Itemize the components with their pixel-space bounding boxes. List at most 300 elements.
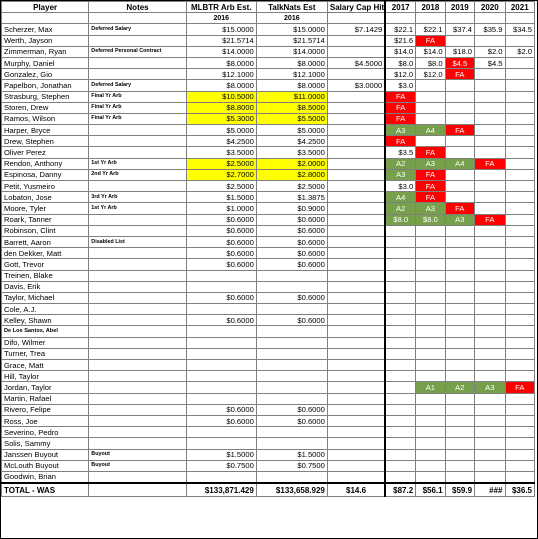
year-2017-cell[interactable]: $21.6 <box>385 35 415 46</box>
notes-cell[interactable] <box>89 360 186 371</box>
talknats-cell[interactable]: $0.9000 <box>256 203 327 214</box>
year-2020-cell[interactable] <box>475 315 505 326</box>
mlbtr-cell[interactable]: $0.6000 <box>186 225 256 236</box>
total-talknats[interactable]: $133,658.929 <box>256 483 327 497</box>
talknats-cell[interactable] <box>256 382 327 393</box>
year-2017-cell[interactable] <box>385 315 415 326</box>
year-2021-cell[interactable] <box>505 404 535 415</box>
year-2021-cell[interactable] <box>505 304 535 315</box>
talknats-cell[interactable]: $4.2500 <box>256 136 327 147</box>
year-2018-cell[interactable]: $14.0 <box>416 46 445 57</box>
player-name-cell[interactable]: Robinson, Clint <box>2 225 89 236</box>
year-2021-cell[interactable] <box>505 236 535 247</box>
mlbtr-cell[interactable] <box>186 304 256 315</box>
year-2020-cell[interactable]: $4.5 <box>475 57 505 68</box>
year-2021-cell[interactable] <box>505 136 535 147</box>
year-2019-cell[interactable] <box>445 471 474 483</box>
salary-cap-cell[interactable] <box>327 136 385 147</box>
notes-cell[interactable] <box>89 147 186 158</box>
mlbtr-cell[interactable]: $3.5000 <box>186 147 256 158</box>
year-2017-cell[interactable]: $14.0 <box>385 46 415 57</box>
salary-cap-cell[interactable] <box>327 281 385 292</box>
year-2021-cell[interactable]: $34.5 <box>505 24 535 35</box>
notes-cell[interactable]: Final Yr Arb <box>89 91 186 102</box>
talknats-cell[interactable]: $8.0000 <box>256 80 327 91</box>
year-2019-cell[interactable]: $37.4 <box>445 24 474 35</box>
year-2017-cell[interactable]: $3.0 <box>385 80 415 91</box>
mlbtr-cell[interactable]: $0.6000 <box>186 236 256 247</box>
year-2018-cell[interactable] <box>416 460 445 471</box>
total-2021[interactable]: $36.5 <box>505 483 535 497</box>
year-2020-cell[interactable] <box>475 236 505 247</box>
player-name-cell[interactable]: McLouth Buyout <box>2 460 89 471</box>
year-2017-cell[interactable] <box>385 415 415 426</box>
year-2020-cell[interactable] <box>475 69 505 80</box>
player-name-cell[interactable]: Werth, Jayson <box>2 35 89 46</box>
year-2021-cell[interactable] <box>505 292 535 303</box>
talknats-cell[interactable]: $5.5000 <box>256 113 327 124</box>
salary-cap-cell[interactable] <box>327 35 385 46</box>
year-2018-cell[interactable] <box>416 225 445 236</box>
year-2021-cell[interactable] <box>505 337 535 348</box>
year-2020-cell[interactable] <box>475 147 505 158</box>
player-name-cell[interactable]: Turner, Trea <box>2 348 89 359</box>
total-notes[interactable] <box>89 483 186 497</box>
year-2017-cell[interactable]: $22.1 <box>385 24 415 35</box>
mlbtr-cell[interactable]: $1.5000 <box>186 192 256 203</box>
year-2018-cell[interactable] <box>416 371 445 382</box>
salary-cap-cell[interactable] <box>327 102 385 113</box>
year-2019-cell[interactable]: FA <box>445 69 474 80</box>
talknats-cell[interactable]: $3.5000 <box>256 147 327 158</box>
year-2019-cell[interactable] <box>445 35 474 46</box>
year-2018-cell[interactable] <box>416 348 445 359</box>
notes-cell[interactable] <box>89 315 186 326</box>
year-2021-cell[interactable] <box>505 169 535 180</box>
header-2017[interactable]: 2017 <box>385 2 415 13</box>
year-2017-cell[interactable] <box>385 292 415 303</box>
year-2019-cell[interactable] <box>445 292 474 303</box>
player-name-cell[interactable]: Strasburg, Stephen <box>2 91 89 102</box>
salary-cap-cell[interactable] <box>327 337 385 348</box>
year-2020-cell[interactable] <box>475 304 505 315</box>
year-2017-cell[interactable] <box>385 281 415 292</box>
year-2018-cell[interactable]: FA <box>416 169 445 180</box>
total-2020[interactable]: ### <box>475 483 505 497</box>
salary-cap-cell[interactable] <box>327 326 385 337</box>
year-2017-cell[interactable] <box>385 382 415 393</box>
year-2019-cell[interactable] <box>445 360 474 371</box>
player-name-cell[interactable]: Martin, Rafael <box>2 393 89 404</box>
year-2019-cell[interactable]: $4.5 <box>445 57 474 68</box>
year-2019-cell[interactable] <box>445 404 474 415</box>
player-name-cell[interactable]: De Los Santos, Abel <box>2 326 89 337</box>
salary-cap-cell[interactable] <box>327 460 385 471</box>
header-2021[interactable]: 2021 <box>505 2 535 13</box>
notes-cell[interactable] <box>89 393 186 404</box>
year-2019-cell[interactable] <box>445 438 474 449</box>
year-2019-cell[interactable] <box>445 248 474 259</box>
salary-cap-cell[interactable] <box>327 438 385 449</box>
year-2020-cell[interactable] <box>475 225 505 236</box>
year-2019-cell[interactable] <box>445 337 474 348</box>
year-2017-cell[interactable]: A3 <box>385 169 415 180</box>
year-2018-cell[interactable]: A1 <box>416 382 445 393</box>
player-name-cell[interactable]: Grace, Matt <box>2 360 89 371</box>
year-2019-cell[interactable] <box>445 181 474 192</box>
year-2018-cell[interactable] <box>416 113 445 124</box>
year-2020-cell[interactable] <box>475 281 505 292</box>
talknats-cell[interactable]: $21.5714 <box>256 35 327 46</box>
notes-cell[interactable] <box>89 136 186 147</box>
year-2021-cell[interactable] <box>505 270 535 281</box>
player-name-cell[interactable]: Taylor, Michael <box>2 292 89 303</box>
mlbtr-cell[interactable]: $0.6000 <box>186 214 256 225</box>
player-name-cell[interactable]: Harper, Bryce <box>2 125 89 136</box>
player-name-cell[interactable]: Scherzer, Max <box>2 24 89 35</box>
talknats-cell[interactable]: $2.5000 <box>256 181 327 192</box>
header-salary-cap[interactable]: Salary Cap Hit <box>327 2 385 13</box>
year-2019-cell[interactable] <box>445 192 474 203</box>
year-2019-cell[interactable] <box>445 460 474 471</box>
notes-cell[interactable] <box>89 427 186 438</box>
subheader-empty-7[interactable] <box>475 13 505 24</box>
year-2020-cell[interactable] <box>475 192 505 203</box>
talknats-cell[interactable]: $14.0000 <box>256 46 327 57</box>
player-name-cell[interactable]: Davis, Erik <box>2 281 89 292</box>
notes-cell[interactable]: 2nd Yr Arb <box>89 169 186 180</box>
talknats-cell[interactable]: $2.8000 <box>256 169 327 180</box>
year-2020-cell[interactable] <box>475 348 505 359</box>
salary-cap-cell[interactable] <box>327 91 385 102</box>
year-2018-cell[interactable]: FA <box>416 147 445 158</box>
salary-cap-cell[interactable] <box>327 248 385 259</box>
mlbtr-cell[interactable] <box>186 438 256 449</box>
player-name-cell[interactable]: Jordan, Taylor <box>2 382 89 393</box>
notes-cell[interactable] <box>89 304 186 315</box>
player-name-cell[interactable]: Severino, Pedro <box>2 427 89 438</box>
talknats-cell[interactable]: $5.0000 <box>256 125 327 136</box>
year-2018-cell[interactable] <box>416 315 445 326</box>
year-2017-cell[interactable]: A2 <box>385 158 415 169</box>
year-2018-cell[interactable] <box>416 337 445 348</box>
year-2021-cell[interactable] <box>505 259 535 270</box>
talknats-cell[interactable]: $0.6000 <box>256 248 327 259</box>
header-2019[interactable]: 2019 <box>445 2 474 13</box>
notes-cell[interactable]: Buyout <box>89 460 186 471</box>
year-2018-cell[interactable] <box>416 471 445 483</box>
notes-cell[interactable] <box>89 371 186 382</box>
notes-cell[interactable] <box>89 248 186 259</box>
year-2018-cell[interactable] <box>416 281 445 292</box>
salary-cap-cell[interactable] <box>327 371 385 382</box>
talknats-cell[interactable]: $0.6000 <box>256 404 327 415</box>
year-2020-cell[interactable] <box>475 326 505 337</box>
year-2019-cell[interactable] <box>445 259 474 270</box>
year-2019-cell[interactable] <box>445 113 474 124</box>
salary-cap-cell[interactable]: $7.1429 <box>327 24 385 35</box>
header-talknats[interactable]: TalkNats Est <box>256 2 327 13</box>
talknats-cell[interactable] <box>256 471 327 483</box>
year-2019-cell[interactable]: A4 <box>445 158 474 169</box>
subheader-empty-1[interactable] <box>2 13 89 24</box>
header-2018[interactable]: 2018 <box>416 2 445 13</box>
player-name-cell[interactable]: Drew, Stephen <box>2 136 89 147</box>
year-2020-cell[interactable] <box>475 404 505 415</box>
salary-cap-cell[interactable] <box>327 169 385 180</box>
salary-cap-cell[interactable] <box>327 125 385 136</box>
player-name-cell[interactable]: Lobaton, Jose <box>2 192 89 203</box>
year-2018-cell[interactable] <box>416 236 445 247</box>
year-2021-cell[interactable] <box>505 147 535 158</box>
notes-cell[interactable]: 1st Yr Arb <box>89 203 186 214</box>
notes-cell[interactable]: Final Yr Arb <box>89 113 186 124</box>
notes-cell[interactable]: Deferred Salary <box>89 24 186 35</box>
year-2017-cell[interactable] <box>385 393 415 404</box>
talknats-cell[interactable] <box>256 348 327 359</box>
year-2020-cell[interactable] <box>475 360 505 371</box>
year-2017-cell[interactable]: FA <box>385 91 415 102</box>
player-name-cell[interactable]: Gott, Trevor <box>2 259 89 270</box>
salary-cap-cell[interactable] <box>327 360 385 371</box>
year-2021-cell[interactable] <box>505 91 535 102</box>
year-2021-cell[interactable]: FA <box>505 382 535 393</box>
year-2019-cell[interactable] <box>445 326 474 337</box>
talknats-cell[interactable] <box>256 281 327 292</box>
notes-cell[interactable]: Final Yr Arb <box>89 102 186 113</box>
salary-cap-cell[interactable] <box>327 404 385 415</box>
year-2021-cell[interactable] <box>505 102 535 113</box>
total-cap[interactable]: $14.6 <box>327 483 385 497</box>
year-2018-cell[interactable] <box>416 248 445 259</box>
talknats-cell[interactable] <box>256 270 327 281</box>
salary-cap-cell[interactable] <box>327 113 385 124</box>
salary-cap-cell[interactable] <box>327 415 385 426</box>
year-2021-cell[interactable] <box>505 438 535 449</box>
player-name-cell[interactable]: Difo, Wilmer <box>2 337 89 348</box>
year-2021-cell[interactable] <box>505 449 535 460</box>
year-2019-cell[interactable]: FA <box>445 203 474 214</box>
notes-cell[interactable] <box>89 259 186 270</box>
year-2017-cell[interactable]: A4 <box>385 192 415 203</box>
year-2018-cell[interactable]: A3 <box>416 203 445 214</box>
year-2018-cell[interactable] <box>416 326 445 337</box>
year-2021-cell[interactable] <box>505 57 535 68</box>
player-name-cell[interactable]: Barrett, Aaron <box>2 236 89 247</box>
year-2021-cell[interactable] <box>505 113 535 124</box>
year-2021-cell[interactable] <box>505 371 535 382</box>
year-2018-cell[interactable]: FA <box>416 181 445 192</box>
year-2020-cell[interactable] <box>475 102 505 113</box>
year-2021-cell[interactable] <box>505 393 535 404</box>
year-2018-cell[interactable] <box>416 91 445 102</box>
player-name-cell[interactable]: Treinen, Blake <box>2 270 89 281</box>
year-2021-cell[interactable] <box>505 348 535 359</box>
mlbtr-cell[interactable]: $0.6000 <box>186 404 256 415</box>
notes-cell[interactable] <box>89 225 186 236</box>
year-2020-cell[interactable]: A3 <box>475 382 505 393</box>
year-2020-cell[interactable]: $2.0 <box>475 46 505 57</box>
year-2019-cell[interactable] <box>445 315 474 326</box>
year-2019-cell[interactable]: FA <box>445 125 474 136</box>
year-2018-cell[interactable]: FA <box>416 192 445 203</box>
talknats-cell[interactable]: $0.6000 <box>256 214 327 225</box>
talknats-cell[interactable] <box>256 304 327 315</box>
year-2019-cell[interactable] <box>445 169 474 180</box>
year-2019-cell[interactable] <box>445 304 474 315</box>
year-2020-cell[interactable] <box>475 438 505 449</box>
year-2018-cell[interactable] <box>416 393 445 404</box>
player-name-cell[interactable]: Rendon, Anthony <box>2 158 89 169</box>
notes-cell[interactable] <box>89 69 186 80</box>
player-name-cell[interactable]: Kelley, Shawn <box>2 315 89 326</box>
year-2020-cell[interactable] <box>475 393 505 404</box>
notes-cell[interactable]: 1st Yr Arb <box>89 158 186 169</box>
year-2018-cell[interactable] <box>416 360 445 371</box>
talknats-cell[interactable]: $2.0000 <box>256 158 327 169</box>
year-2019-cell[interactable] <box>445 136 474 147</box>
year-2020-cell[interactable] <box>475 169 505 180</box>
year-2017-cell[interactable] <box>385 449 415 460</box>
mlbtr-cell[interactable]: $10.5000 <box>186 91 256 102</box>
talknats-cell[interactable]: $12.1000 <box>256 69 327 80</box>
mlbtr-cell[interactable]: $0.6000 <box>186 248 256 259</box>
year-2019-cell[interactable] <box>445 281 474 292</box>
year-2021-cell[interactable] <box>505 281 535 292</box>
salary-cap-cell[interactable] <box>327 382 385 393</box>
notes-cell[interactable] <box>89 326 186 337</box>
talknats-cell[interactable]: $0.6000 <box>256 236 327 247</box>
salary-cap-cell[interactable] <box>327 46 385 57</box>
talknats-cell[interactable]: $1.5000 <box>256 449 327 460</box>
year-2021-cell[interactable] <box>505 158 535 169</box>
player-name-cell[interactable]: Moore, Tyler <box>2 203 89 214</box>
mlbtr-cell[interactable] <box>186 270 256 281</box>
year-2018-cell[interactable] <box>416 415 445 426</box>
year-2020-cell[interactable] <box>475 427 505 438</box>
year-2021-cell[interactable] <box>505 248 535 259</box>
year-2018-cell[interactable] <box>416 292 445 303</box>
notes-cell[interactable] <box>89 281 186 292</box>
notes-cell[interactable] <box>89 292 186 303</box>
subheader-2016-b[interactable]: 2016 <box>256 13 327 24</box>
year-2017-cell[interactable] <box>385 371 415 382</box>
year-2017-cell[interactable]: FA <box>385 102 415 113</box>
year-2019-cell[interactable] <box>445 449 474 460</box>
year-2021-cell[interactable] <box>505 225 535 236</box>
mlbtr-cell[interactable] <box>186 471 256 483</box>
notes-cell[interactable] <box>89 337 186 348</box>
player-name-cell[interactable]: Cole, A.J. <box>2 304 89 315</box>
talknats-cell[interactable] <box>256 427 327 438</box>
year-2020-cell[interactable] <box>475 35 505 46</box>
salary-cap-cell[interactable] <box>327 449 385 460</box>
player-name-cell[interactable]: Oliver Perez <box>2 147 89 158</box>
notes-cell[interactable]: Disabled List <box>89 236 186 247</box>
header-notes[interactable]: Notes <box>89 2 186 13</box>
year-2018-cell[interactable]: A3 <box>416 158 445 169</box>
notes-cell[interactable]: 3rd Yr Arb <box>89 192 186 203</box>
year-2020-cell[interactable] <box>475 113 505 124</box>
year-2021-cell[interactable] <box>505 427 535 438</box>
year-2019-cell[interactable] <box>445 147 474 158</box>
year-2018-cell[interactable] <box>416 80 445 91</box>
total-label[interactable]: TOTAL - WAS <box>2 483 89 497</box>
mlbtr-cell[interactable]: $15.0000 <box>186 24 256 35</box>
notes-cell[interactable] <box>89 181 186 192</box>
salary-cap-cell[interactable] <box>327 315 385 326</box>
year-2017-cell[interactable] <box>385 326 415 337</box>
year-2019-cell[interactable]: $18.0 <box>445 46 474 57</box>
year-2017-cell[interactable]: A2 <box>385 203 415 214</box>
salary-cap-cell[interactable] <box>327 147 385 158</box>
player-name-cell[interactable]: Papelbon, Jonathan <box>2 80 89 91</box>
subheader-empty-6[interactable] <box>445 13 474 24</box>
total-2018[interactable]: $56.1 <box>416 483 445 497</box>
notes-cell[interactable] <box>89 382 186 393</box>
mlbtr-cell[interactable]: $5.0000 <box>186 125 256 136</box>
year-2020-cell[interactable] <box>475 181 505 192</box>
mlbtr-cell[interactable] <box>186 326 256 337</box>
year-2018-cell[interactable] <box>416 449 445 460</box>
player-name-cell[interactable]: Petit, Yusmeiro <box>2 181 89 192</box>
notes-cell[interactable] <box>89 348 186 359</box>
player-name-cell[interactable]: Zimmerman, Ryan <box>2 46 89 57</box>
year-2021-cell[interactable] <box>505 326 535 337</box>
year-2018-cell[interactable] <box>416 102 445 113</box>
notes-cell[interactable]: Buyout <box>89 449 186 460</box>
talknats-cell[interactable]: $11.0000 <box>256 91 327 102</box>
salary-cap-cell[interactable] <box>327 236 385 247</box>
total-2017[interactable]: $87.2 <box>385 483 415 497</box>
total-2019[interactable]: $59.9 <box>445 483 474 497</box>
player-name-cell[interactable]: Goodwin, Brian <box>2 471 89 483</box>
year-2017-cell[interactable] <box>385 225 415 236</box>
year-2020-cell[interactable] <box>475 80 505 91</box>
year-2020-cell[interactable] <box>475 270 505 281</box>
year-2020-cell[interactable]: FA <box>475 214 505 225</box>
year-2017-cell[interactable]: $8.0 <box>385 214 415 225</box>
year-2020-cell[interactable] <box>475 460 505 471</box>
player-name-cell[interactable]: Rivero, Felipe <box>2 404 89 415</box>
year-2019-cell[interactable]: A2 <box>445 382 474 393</box>
year-2018-cell[interactable] <box>416 259 445 270</box>
year-2020-cell[interactable] <box>475 136 505 147</box>
year-2021-cell[interactable] <box>505 315 535 326</box>
year-2017-cell[interactable] <box>385 360 415 371</box>
year-2017-cell[interactable] <box>385 404 415 415</box>
mlbtr-cell[interactable]: $14.0000 <box>186 46 256 57</box>
talknats-cell[interactable] <box>256 337 327 348</box>
talknats-cell[interactable] <box>256 360 327 371</box>
year-2021-cell[interactable] <box>505 35 535 46</box>
player-name-cell[interactable]: Gonzalez, Gio <box>2 69 89 80</box>
year-2021-cell[interactable] <box>505 360 535 371</box>
talknats-cell[interactable]: $8.5000 <box>256 102 327 113</box>
notes-cell[interactable] <box>89 57 186 68</box>
salary-cap-cell[interactable] <box>327 348 385 359</box>
talknats-cell[interactable] <box>256 438 327 449</box>
talknats-cell[interactable]: $0.6000 <box>256 315 327 326</box>
year-2020-cell[interactable] <box>475 91 505 102</box>
notes-cell[interactable]: Deferred Personal Contract <box>89 46 186 57</box>
year-2018-cell[interactable] <box>416 427 445 438</box>
year-2020-cell[interactable]: $35.9 <box>475 24 505 35</box>
year-2021-cell[interactable] <box>505 192 535 203</box>
year-2019-cell[interactable] <box>445 102 474 113</box>
year-2019-cell[interactable] <box>445 80 474 91</box>
talknats-cell[interactable]: $0.6000 <box>256 292 327 303</box>
